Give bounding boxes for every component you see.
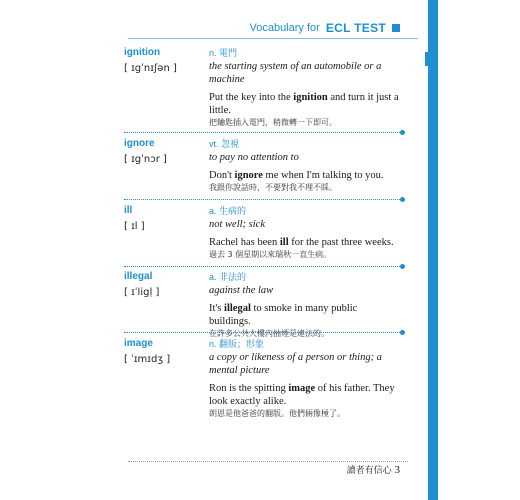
phonetic: [ ɪgˈnɪʃən ] <box>124 63 177 74</box>
headword: ill <box>124 205 133 216</box>
header-rule <box>128 38 418 39</box>
translation: 把鑰匙插入電門，稍微轉一下即可。 <box>209 118 337 127</box>
definition: against the law <box>209 285 274 296</box>
example-sentence: Ron is the spitting image of his father. They look exactly alike. <box>209 383 395 407</box>
entry-content <box>209 138 399 193</box>
phonetic: [ ˈɪmɪdʒ ] <box>124 354 171 365</box>
footer-rule <box>128 461 408 462</box>
page-number: 3 <box>394 464 400 476</box>
page-header <box>249 20 400 36</box>
headword: ignore <box>124 138 155 149</box>
footer-text: 讀者有信心 <box>346 466 392 476</box>
definition: a copy or likeness of a person or thing; a mental picture <box>209 352 382 376</box>
definition: the starting system of an automobile or a machine <box>209 61 382 85</box>
example-sentence: Don't ignore me when I'm talking to you. <box>209 170 384 181</box>
side-tick-mark <box>425 52 428 66</box>
entry-divider <box>124 332 402 333</box>
page-footer <box>347 463 400 476</box>
translation: 過去 3 個星期以來瑞秋一直生病。 <box>209 250 332 259</box>
entry-divider <box>124 266 402 267</box>
entry-divider <box>124 132 402 133</box>
entry-divider <box>124 199 402 200</box>
part-of-speech: n. 電門 <box>209 48 238 58</box>
translation: 我跟你說話時，不要對我不理不睬。 <box>209 183 337 192</box>
blue-side-strip <box>428 0 438 500</box>
header-title: ECL TEST <box>325 21 386 35</box>
header-square-icon <box>392 24 400 32</box>
part-of-speech: n. 翻版；形象 <box>209 339 265 349</box>
headword: image <box>124 338 153 349</box>
translation: 朗恩是他爸爸的翻版。他們倆像極了。 <box>209 409 345 418</box>
divider-dot-icon <box>400 130 405 135</box>
divider-dot-icon <box>400 330 405 335</box>
headword: illegal <box>124 271 153 282</box>
example-sentence: It's illegal to smoke in many public buildings. <box>209 303 358 327</box>
example-sentence: Rachel has been ill for the past three weeks. <box>209 237 394 248</box>
divider-dot-icon <box>400 264 405 269</box>
entry-content <box>209 205 399 260</box>
headword: ignition <box>124 47 161 58</box>
part-of-speech: a. 非法的 <box>209 272 247 282</box>
entry-content <box>209 271 399 339</box>
definition: to pay no attention to <box>209 152 299 163</box>
phonetic: [ ɪl ] <box>124 221 145 232</box>
phonetic: [ ɪgˈnɔr ] <box>124 154 167 165</box>
definition: not well; sick <box>209 219 265 230</box>
divider-dot-icon <box>400 197 405 202</box>
part-of-speech: a. 生病的 <box>209 206 247 216</box>
part-of-speech: vt. 忽視 <box>209 139 240 149</box>
example-sentence: Put the key into the ignition and turn it just a little. <box>209 92 399 116</box>
entry-content <box>209 47 399 128</box>
header-prefix: Vocabulary for <box>249 22 320 34</box>
phonetic: [ ɪˈligḷ ] <box>124 287 160 298</box>
translation: 在許多公共大樓內抽煙是違法的。 <box>209 329 329 338</box>
entry-content <box>209 338 399 419</box>
